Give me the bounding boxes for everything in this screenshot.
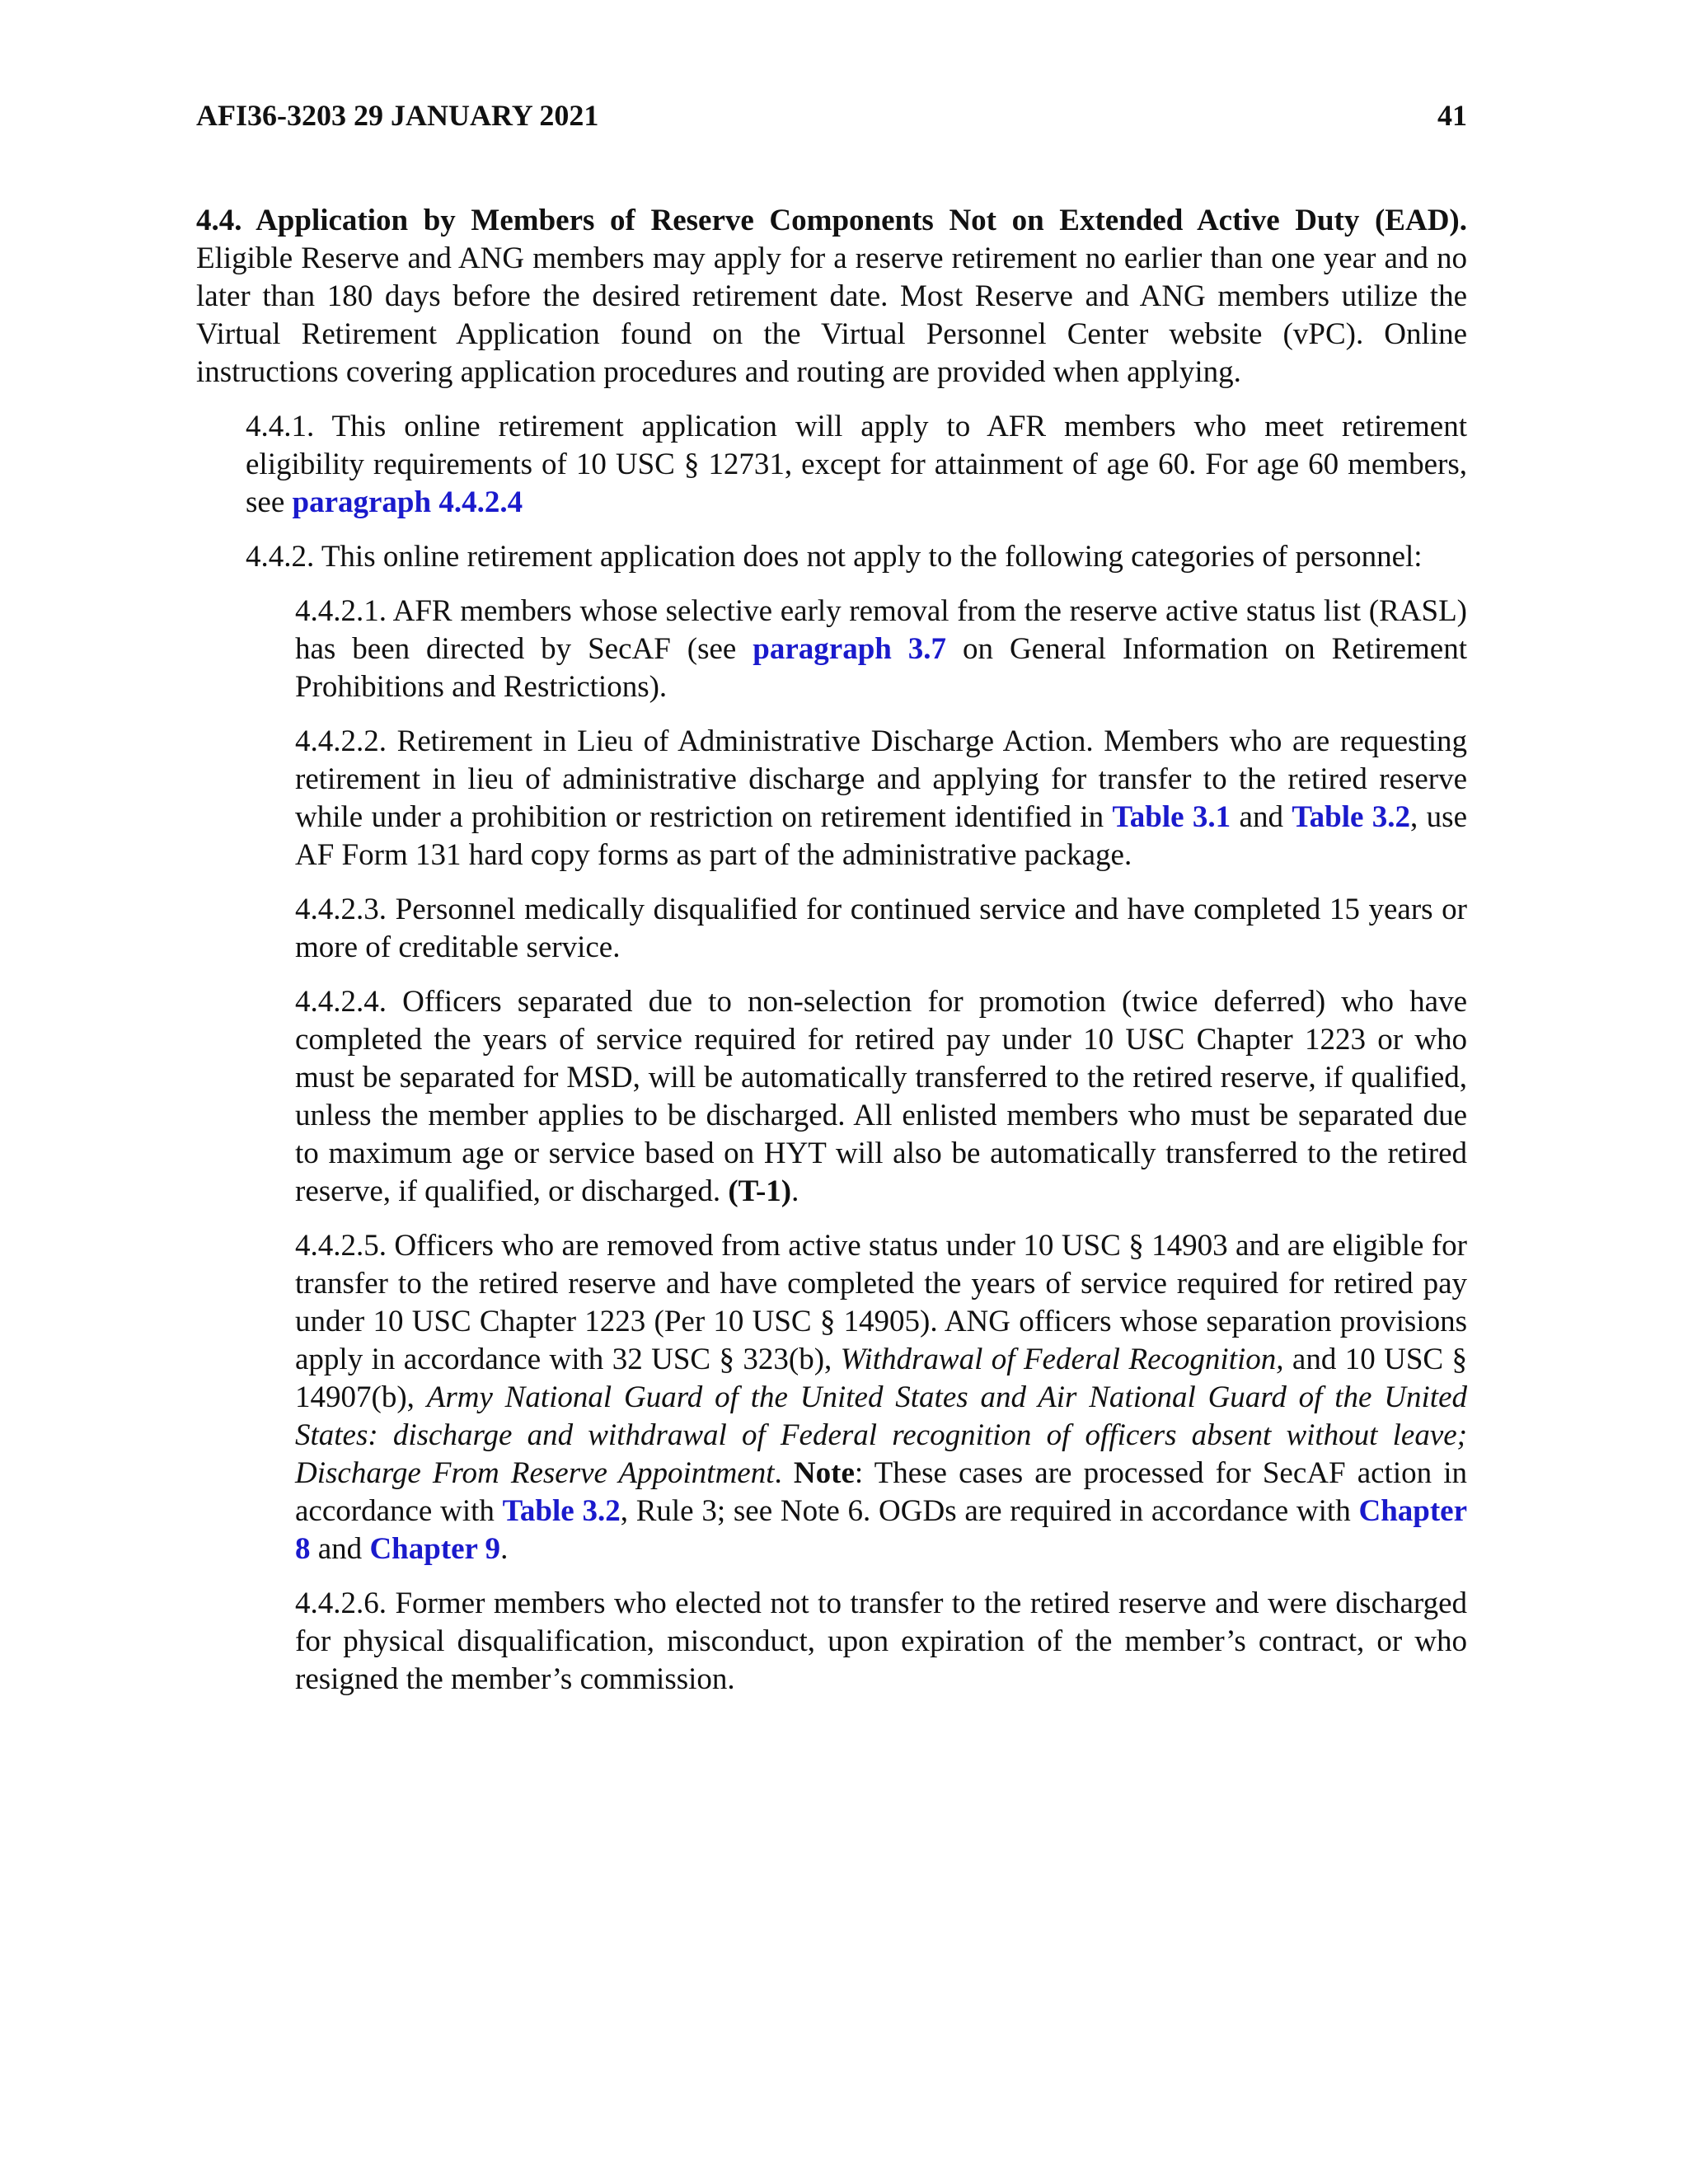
- italic-title: Withdrawal of Federal Recognition,: [840, 1343, 1284, 1376]
- paragraph-text: Eligible Reserve and ANG members may apply for a reserve retirement no earlier than one year and no later than 180 days before the desired retirement date. Most Reserve and ANG members utilize the Virtual Retirement Application found on the Virtual Personnel Center website (vPC). Online instructions covering application procedures and routing are provided when applying.: [196, 241, 1467, 389]
- paragraph-4-4-2-5: [295, 1227, 1467, 1568]
- tier-label: (T-1): [728, 1174, 792, 1208]
- paragraph-text: and: [1231, 800, 1292, 834]
- link-chapter-8[interactable]: Chapter 8: [295, 1494, 1468, 1566]
- paragraph-text: and: [310, 1532, 370, 1566]
- link-table-3-1[interactable]: Table 3.1: [1112, 800, 1231, 834]
- paragraph-text: , Rule 3; see Note 6. OGDs are required in accordance with: [620, 1494, 1359, 1528]
- paragraph-4-4-2-2: [295, 723, 1467, 874]
- paragraph-text: and 10 USC § 14907(b),: [295, 1343, 1467, 1414]
- link-table-3-2[interactable]: Table 3.2: [1292, 800, 1411, 834]
- paragraph-text: 4.4.2.2. Retirement in Lieu of Administrative Discharge Action. Members who are requesting retirement in lieu of administrative discharge and applying for transfer to the retired reserve while under a prohibition or restriction on retirement identified in: [295, 724, 1467, 834]
- paragraph-4-4-2-3: [295, 891, 1467, 967]
- paragraph-text: 4.4.2.3. Personnel medically disqualified for continued service and have completed 15 years or more of creditable service.: [295, 893, 1467, 964]
- paragraph-4-4-1: [246, 408, 1467, 522]
- paragraph-text: 4.4.2.1. AFR members whose selective early removal from the reserve active status list (RASL) has been directed by SecAF (see: [295, 594, 1467, 666]
- italic-title: Army National Guard of the United States and Air National Guard of the United States: discharge and withdrawal of Federal recognition of officers absent without leave; Discharge From Reserve Appointment: [295, 1380, 1467, 1490]
- paragraph-4-4-2-4: [295, 983, 1467, 1211]
- document-id: AFI36-3203 29 JANUARY 2021: [196, 99, 599, 132]
- paragraph-text: on General Information on Retirement Prohibitions and Restrictions).: [295, 632, 1467, 704]
- paragraph-text: .: [500, 1532, 509, 1566]
- link-paragraph-4-4-2-4[interactable]: paragraph 4.4.2.4: [292, 485, 523, 519]
- note-label: Note: [793, 1456, 855, 1490]
- paragraph-4-4-2: [246, 538, 1467, 576]
- link-paragraph-3-7[interactable]: paragraph 3.7: [753, 632, 947, 666]
- link-chapter-9[interactable]: Chapter 9: [369, 1532, 501, 1566]
- section-heading: 4.4. Application by Members of Reserve Components Not on Extended Active Duty (EAD).: [196, 204, 1467, 237]
- paragraph-4-4-2-1: [295, 593, 1467, 706]
- document-body: [196, 202, 1467, 1715]
- paragraph-text: 4.4.2.5. Officers who are removed from active status under 10 USC § 14903 and are eligible for transfer to the retired reserve and have completed the years of service required for retired pay under 10 USC Chapter 1223 (Per 10 USC § 14905). ANG officers whose separation provisions apply in accordance with 32 USC § 323(b),: [295, 1229, 1467, 1376]
- paragraph-4-4-2-6: [295, 1585, 1467, 1699]
- paragraph-text: 4.4.1. This online retirement application will apply to AFR members who meet retirement eligibility requirements of 10 USC § 12731, except for attainment of age 60. For age 60 members, see: [246, 410, 1467, 519]
- paragraph-text: 4.4.2. This online retirement application does not apply to the following categories of personnel:: [246, 540, 1423, 574]
- paragraph-text: 4.4.2.4. Officers separated due to non-selection for promotion (twice deferred) who have completed the years of service required for retired pay under 10 USC Chapter 1223 or who must be separated for MSD, will be automatically transferred to the retired reserve, if qualified, unless the member applies to be discharged. All enlisted members who must be separated due to maximum age or service based on HYT will also be automatically transferred to the retired reserve, if qualified, or discharged.: [295, 985, 1467, 1208]
- link-table-3-2[interactable]: Table 3.2: [502, 1494, 621, 1528]
- paragraph-text: , use AF Form 131 hard copy forms as part of the administrative package.: [295, 800, 1467, 872]
- paragraph-text: : These cases are processed for SecAF action in accordance with: [295, 1456, 1468, 1528]
- paragraph-text: 4.4.2.6. Former members who elected not to transfer to the retired reserve and were discharged for physical disqualification, misconduct, upon expiration of the member’s contract, or who resigned the member’s commission.: [295, 1586, 1467, 1696]
- paragraph-text: .: [791, 1174, 799, 1208]
- paragraph-4-4: [196, 202, 1467, 391]
- paragraph-text: .: [774, 1456, 794, 1490]
- page-number: 41: [1437, 99, 1467, 132]
